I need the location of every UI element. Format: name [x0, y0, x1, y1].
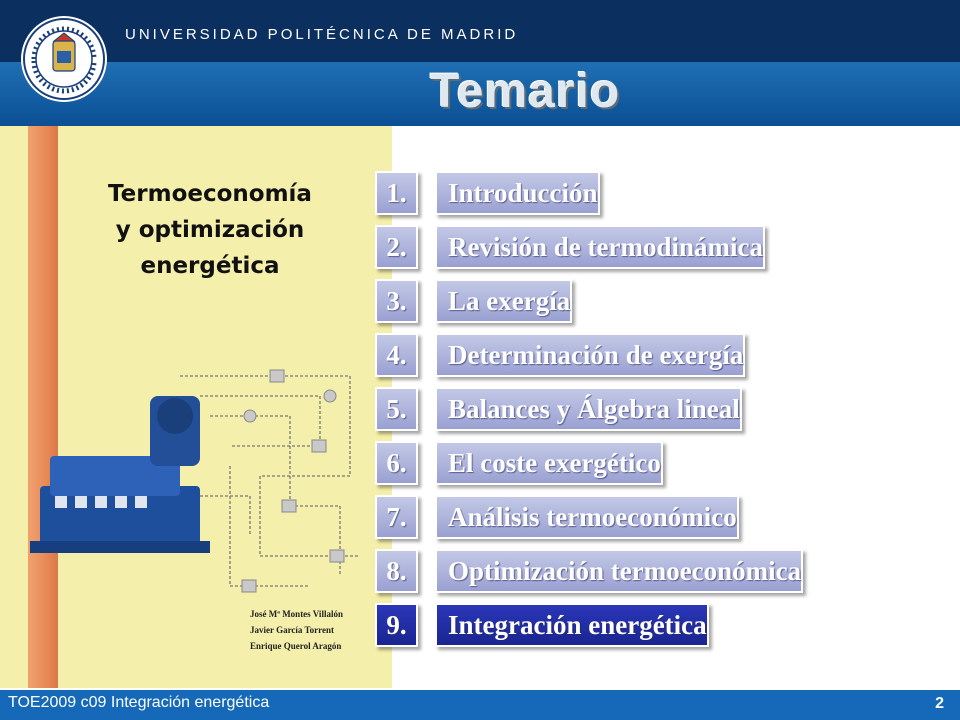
book-title-line: Termoeconomía: [108, 181, 312, 207]
topic-number[interactable]: 4.: [375, 333, 418, 377]
page-number: 2: [935, 695, 944, 712]
author: Enrique Querol Aragón: [250, 641, 342, 651]
topic-optimizacion-termoeconomica[interactable]: Optimización termoeconómica: [435, 549, 803, 593]
footer-bar: [0, 690, 960, 720]
book-title-line: energética: [140, 253, 280, 279]
topic-number[interactable]: 3.: [375, 279, 418, 323]
topic-analisis-termoeconomico[interactable]: Análisis termoeconómico: [435, 495, 739, 539]
book-cover: [0, 126, 392, 688]
university-name: UNIVERSIDAD POLITÉCNICA DE MADRID: [125, 26, 519, 43]
topic-balances-algebra[interactable]: Balances y Álgebra lineal: [435, 387, 742, 431]
author: Javier García Torrent: [250, 625, 334, 635]
engine-diagram-illustration: [30, 356, 370, 596]
page-title: Temario: [430, 65, 621, 118]
topic-revision-termodinamica[interactable]: Revisión de termodinámica: [435, 225, 765, 269]
topic-coste-exergetico[interactable]: El coste exergético: [435, 441, 663, 485]
topic-determinacion-exergia[interactable]: Determinación de exergía: [435, 333, 745, 377]
book-authors: [250, 606, 343, 654]
university-seal-logo: [20, 15, 108, 103]
topic-number[interactable]: 8.: [375, 549, 418, 593]
topic-number[interactable]: 2.: [375, 225, 418, 269]
footer-text: TOE2009 c09 Integración energética: [8, 694, 270, 711]
topic-number-active[interactable]: 9.: [375, 603, 418, 647]
topic-la-exergia[interactable]: La exergía: [435, 279, 572, 323]
author: José Mª Montes Villalón: [250, 609, 343, 619]
topic-number[interactable]: 7.: [375, 495, 418, 539]
topic-introduccion[interactable]: Introducción: [435, 171, 600, 215]
topic-number[interactable]: 6.: [375, 441, 418, 485]
topic-number[interactable]: 1.: [375, 171, 418, 215]
topic-number[interactable]: 5.: [375, 387, 418, 431]
book-title: [70, 176, 350, 284]
book-title-line: y optimización: [115, 217, 305, 243]
topic-integracion-energetica-active[interactable]: Integración energética: [435, 603, 709, 647]
